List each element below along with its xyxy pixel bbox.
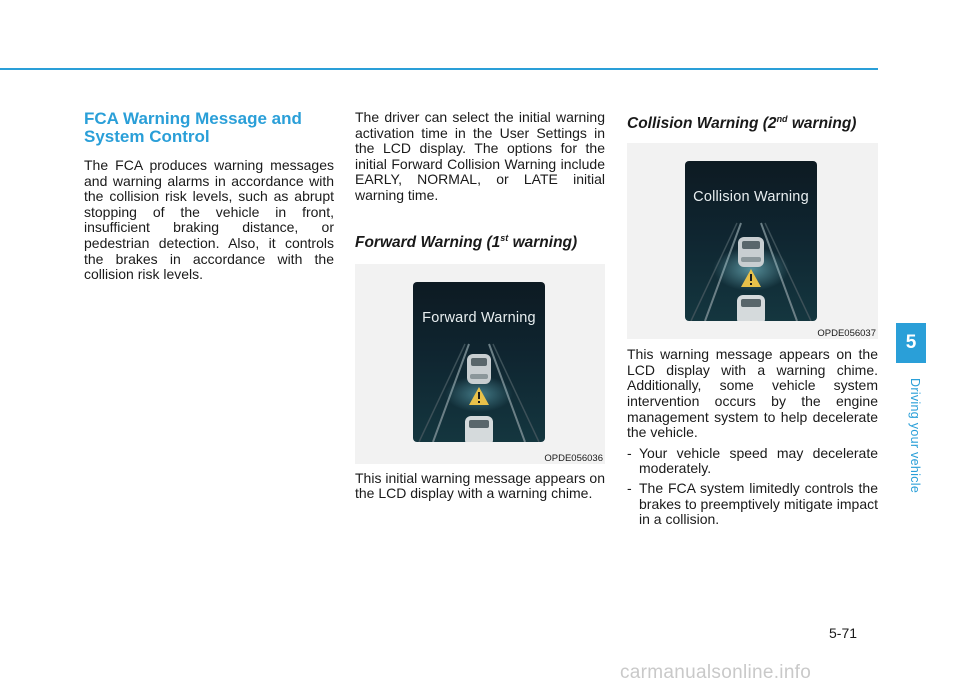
watermark: carmanualsonline.info (620, 662, 812, 683)
road-graphic (413, 282, 545, 442)
collision-warning-heading: Collision Warning (2nd warning) (627, 114, 857, 133)
collision-warning-figure (627, 143, 878, 339)
collision-warning-description: This warning message appears on the LCD display with a warning chime. Additionally, some vehicle system intervention occurs by the engine management system to help decelerate the vehicle. (627, 346, 878, 441)
forward-warning-heading: Forward Warning (1st warning) (355, 232, 578, 251)
section-title: FCA Warning Message and System Control (84, 109, 302, 146)
forward-warning-figure (355, 264, 605, 464)
settings-paragraph: The driver can select the initial warning activation time in the User Settings in the LCD display. The options for the initial Forward Collision Warning include EARLY, NORMAL, or LATE initial warning time. (355, 109, 605, 203)
list-item: - The FCA system limitedly controls the brakes to preemptively mitigate impact in a collision. (627, 479, 878, 528)
column-left (84, 110, 334, 283)
column-right (627, 110, 878, 528)
intro-paragraph: The FCA produces warning messages and warning alarms in accordance with the collision risk levels, such as abrupt stopping of the vehicle in front, insufficient braking distance, or pedestrian detection. Also, it controls the brakes in accordance with the collision risk levels. (84, 157, 334, 283)
figure-label: OPDE056037 (817, 328, 876, 340)
figure-label: OPDE056036 (544, 452, 603, 464)
list-item: - Your vehicle speed may decelerate moderately. (627, 444, 878, 477)
page-number: 5-71 (829, 625, 858, 641)
own-car-icon (465, 416, 493, 442)
forward-warning-description: This initial warning message appears on the LCD display with a warning chime. (355, 469, 605, 502)
car-icon (467, 354, 491, 384)
own-car-icon (737, 295, 765, 321)
car-icon (738, 237, 764, 267)
chapter-number-tab: 5 (896, 323, 926, 363)
screen-title: Forward Warning (422, 309, 536, 326)
road-graphic (685, 161, 817, 321)
chapter-title: Driving your vehicle (908, 378, 922, 494)
lcd-screen (685, 161, 817, 321)
lcd-screen (413, 282, 545, 442)
column-middle (355, 110, 605, 502)
header-rule (0, 68, 878, 70)
screen-title: Collision Warning (693, 189, 809, 206)
